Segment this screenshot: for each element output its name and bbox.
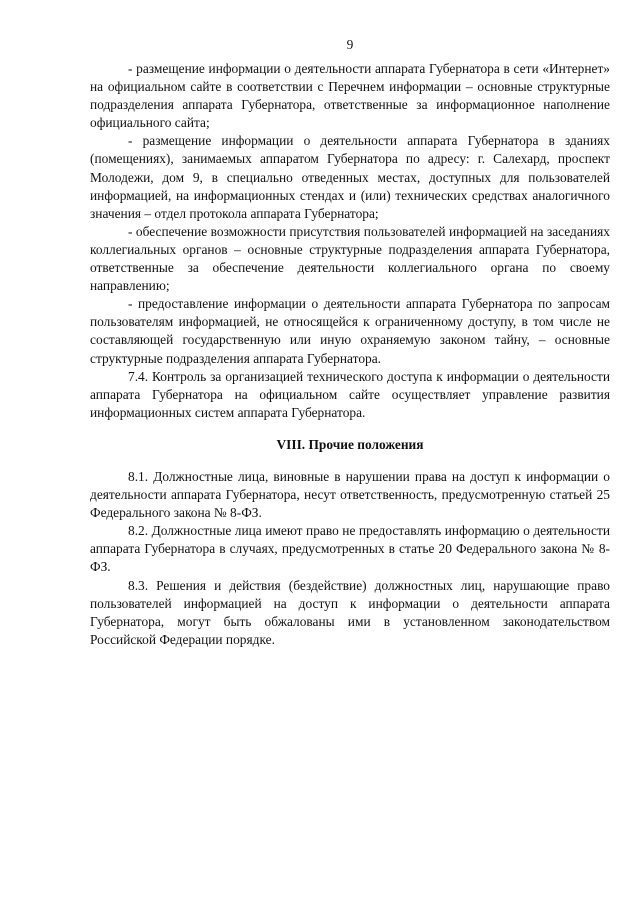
paragraph-website-posting: - размещение информации о деятельности аппарата Губернатора в сети «Интернет» на официальном сайте в соответствии с Перечнем информации – основные структурные подразделения аппарата Губернатора, ответственные за информационное наполнение официального сайта; <box>90 61 610 131</box>
page-number: 9 <box>346 37 354 52</box>
paragraph-8-2: 8.2. Должностные лица имеют право не предоставлять информацию о деятельности аппарата Губернатора в случаях, предусмотренных в статье 20 Федерального закона № 8-ФЗ. <box>90 523 610 575</box>
section-8-heading: VIII. Прочие положения <box>276 436 424 452</box>
document-body <box>90 60 610 649</box>
paragraph-8-3: 8.3. Решения и действия (бездействие) должностных лиц, нарушающие право пользователей информацией на доступ к информации о деятельности аппарата Губернатора, могут быть обжалованы ими в установленном законодательством Российской Федерации порядке. <box>90 577 610 647</box>
paragraph-building-posting: - размещение информации о деятельности аппарата Губернатора в зданиях (помещениях), занимаемых аппаратом Губернатора по адресу: г. Салехард, проспект Молодежи, дом 9, в специально отведенных местах, доступных для пользователей информацией, на информационных стендах и (или) технических средствах аналогичного значения – отдел протокола аппарата Губернатора; <box>90 133 610 221</box>
paragraph-7-4-control: 7.4. Контроль за организацией технического доступа к информации о деятельности аппарата Губернатора на официальном сайте осуществляет управление развития информационных систем аппарата Губернатора. <box>90 368 610 420</box>
paragraph-meeting-attendance: - обеспечение возможности присутствия пользователей информацией на заседаниях коллегиальных органов – основные структурные подразделения аппарата Губернатора, ответственные за обеспечение деятельности коллегиального органа по своему направлению; <box>90 223 610 294</box>
paragraph-8-1: 8.1. Должностные лица, виновные в нарушении права на доступ к информации о деятельности аппарата Губернатора, несут ответственность, предусмотренную статьей 25 Федерального закона № 8-ФЗ. <box>90 468 610 521</box>
paragraph-information-requests: - предоставление информации о деятельности аппарата Губернатора по запросам пользователям информацией, не относящейся к ограниченному доступу, в том числе не составляющей государственную или иную охраняемую законом тайну, – основные структурные подразделения аппарата Губернатора. <box>90 296 610 366</box>
